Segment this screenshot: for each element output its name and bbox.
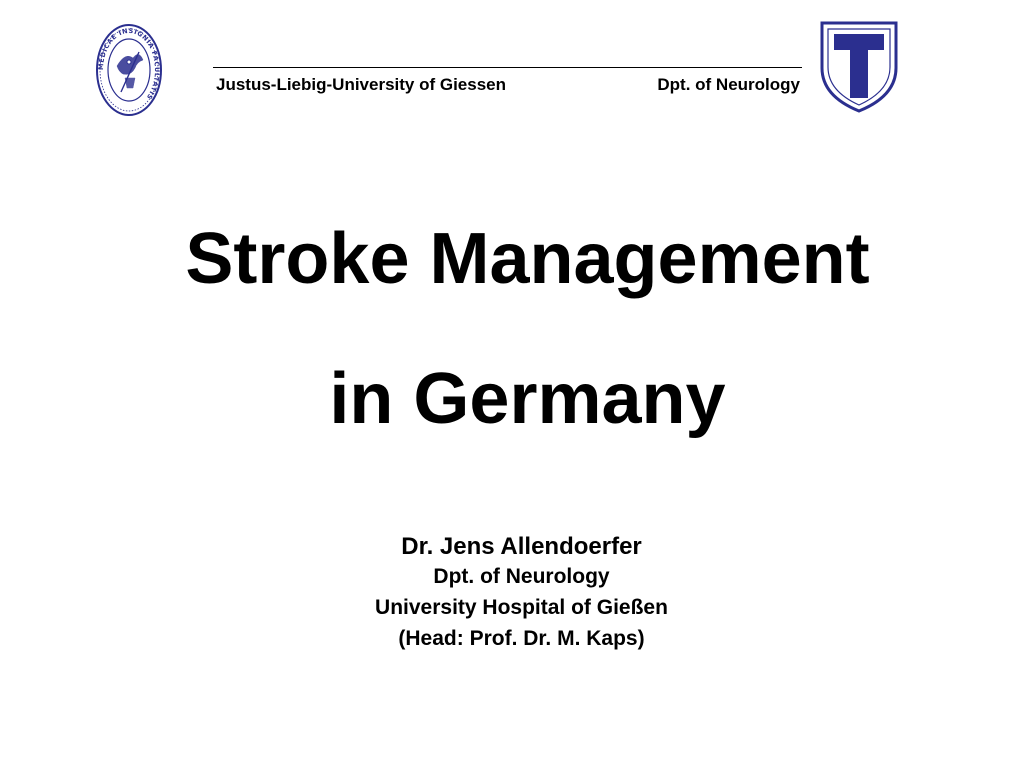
author-block <box>0 533 1024 654</box>
affiliation-hospital: University Hospital of Gießen <box>375 596 668 619</box>
t-shield-logo-icon <box>819 20 899 114</box>
slide-title-line-1: Stroke Management <box>185 219 870 299</box>
affiliation-head: (Head: Prof. Dr. M. Kaps) <box>398 627 645 650</box>
seal-text: MEDICAE INSIGNIA FACULTATIS <box>96 26 162 102</box>
affiliation-department: Dpt. of Neurology <box>433 565 610 588</box>
university-seal-icon <box>95 22 163 118</box>
university-name: Justus-Liebig-University of Giessen <box>216 75 507 94</box>
author-name: Dr. Jens Allendoerfer <box>401 533 642 560</box>
department-name: Dpt. of Neurology <box>657 75 800 94</box>
slide-title-line-2: in Germany <box>329 359 726 439</box>
header-divider <box>213 67 802 68</box>
